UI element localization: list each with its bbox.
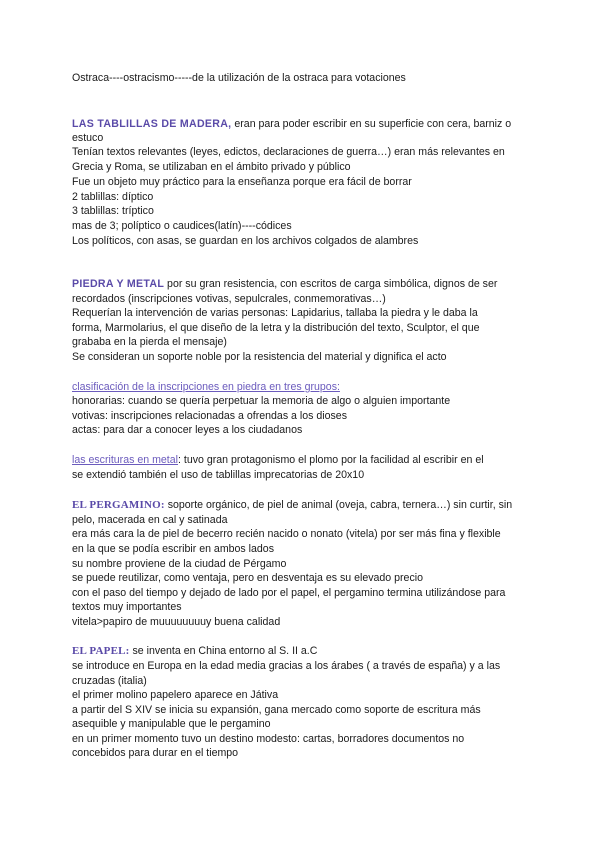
paragraph-line: actas: para dar a conocer leyes a los ciudadanos — [72, 424, 303, 436]
paragraph-line: asequible y manipulable que le pergamino — [72, 718, 271, 730]
paragraph-line: Tenían textos relevantes (leyes, edictos, declaraciones de guerra…) eran más relevantes en — [72, 146, 505, 158]
paragraph-line: forma, Marmolarius, el que diseño de la letra y la distribución del texto, Sculptor, el que — [72, 322, 480, 334]
paragraph-line: a partir del S XIV se inicia su expansión, gana mercado como soporte de escritura más — [72, 704, 481, 716]
paragraph-line: su nombre proviene de la ciudad de Pérgamo — [72, 558, 287, 570]
escrituras-intro: : tuvo gran protagonismo el plomo por la facilidad al escribir en el — [177, 454, 484, 466]
paragraph-line: concebidos para durar en el tiempo — [72, 747, 239, 759]
paragraph-line: era más cara la de piel de becerro recién nacido o nonato (vitela) por ser más fina y flexible — [72, 528, 501, 540]
paragraph-line: votivas: inscripciones relacionadas a ofrendas a los dioses — [72, 410, 347, 422]
papel-heading: EL PAPEL: — [72, 645, 130, 657]
paragraph-line: se extendió también el uso de tablillas imprecatorias de 20x10 — [72, 469, 365, 481]
pergamino-intro: soporte orgánico, de piel de animal (oveja, cabra, ternera…) sin curtir, sin — [164, 499, 513, 511]
pergamino-heading: EL PERGAMINO: — [72, 499, 165, 511]
escrituras-first-line — [72, 454, 484, 467]
piedra-heading: PIEDRA Y METAL — [72, 278, 165, 290]
paragraph-line: 3 tablillas: tríptico — [72, 205, 154, 217]
paragraph-line: vitela>papiro de muuuuuuuuy buena calidad — [72, 616, 281, 628]
paragraph-line: Grecia y Roma, se utilizaban en el ámbito privado y público — [72, 161, 351, 173]
pergamino-first-line — [72, 499, 512, 512]
paragraph-line: el primer molino papelero aparece en Játiva — [72, 689, 279, 701]
paragraph-line: en la que se podía escribir en ambos lados — [72, 543, 274, 555]
paragraph-line: recordados (inscripciones votivas, sepulcrales, conmemorativas…) — [72, 293, 386, 305]
paragraph-line: mas de 3; políptico o caudices(latín)----códices — [72, 220, 292, 232]
paragraph-line: Los políticos, con asas, se guardan en los archivos colgados de alambres — [72, 235, 419, 247]
piedra-first-line — [72, 278, 497, 291]
piedra-intro: por su gran resistencia, con escritos de carga simbólica, dignos de ser — [164, 278, 498, 290]
paragraph-line: textos muy importantes — [72, 601, 182, 613]
tablillas-intro: eran para poder escribir en su superficie con cera, barniz o — [231, 118, 512, 130]
paragraph-line: en un primer momento tuvo un destino modesto: cartas, borradores documentos no — [72, 733, 465, 745]
escrituras-link[interactable]: las escrituras en metal — [72, 454, 178, 466]
paragraph-line: estuco — [72, 132, 104, 144]
clasificacion-link[interactable]: clasificación de la inscripciones en piedra en tres grupos: — [72, 381, 340, 393]
paragraph-line: se introduce en Europa en la edad media gracias a los árabes ( a través de españa) y a las — [72, 660, 501, 672]
paragraph-line: grababa en la pierda el mensaje) — [72, 336, 227, 348]
paragraph-line: pelo, macerada en cal y satinada — [72, 514, 228, 526]
papel-first-line — [72, 645, 317, 658]
tablillas-heading: LAS TABLILLAS DE MADERA, — [72, 118, 232, 130]
paragraph-line: Se consideran un soporte noble por la resistencia del material y dignifica el acto — [72, 351, 447, 363]
paragraph-line: con el paso del tiempo y dejado de lado por el papel, el pergamino termina utilizándose para — [72, 587, 506, 599]
paragraph-line: se puede reutilizar, como ventaja, pero en desventaja es su elevado precio — [72, 572, 423, 584]
paragraph-line: cruzadas (italia) — [72, 675, 147, 687]
tablillas-first-line — [72, 118, 511, 131]
paragraph-line: Requerían la intervención de varias personas: Lapidarius, tallaba la piedra y le daba la — [72, 307, 478, 319]
ostraca-line: Ostraca----ostracismo-----de la utilización de la ostraca para votaciones — [72, 72, 406, 84]
paragraph-line: 2 tablillas: díptico — [72, 191, 154, 203]
paragraph-line: Fue un objeto muy práctico para la enseñanza porque era fácil de borrar — [72, 176, 412, 188]
papel-intro: se inventa en China entorno al S. II a.C — [129, 645, 318, 657]
paragraph-line: honorarias: cuando se quería perpetuar la memoria de algo o alguien importante — [72, 395, 451, 407]
